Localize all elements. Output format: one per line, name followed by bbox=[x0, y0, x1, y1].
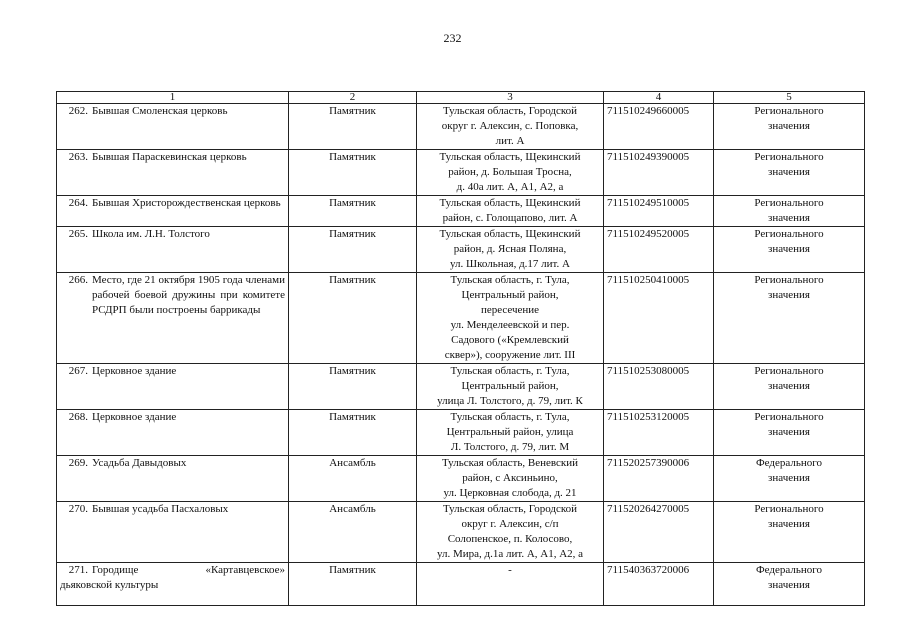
table-row bbox=[57, 364, 865, 410]
registry-code: 711510253080005 bbox=[604, 364, 714, 410]
object-type: Памятник bbox=[289, 364, 417, 410]
table-row bbox=[57, 150, 865, 196]
column-header: 2 bbox=[289, 92, 417, 104]
object-name-part: Городище bbox=[92, 564, 139, 576]
registry-code: 711520257390006 bbox=[604, 456, 714, 502]
object-name: Место, где 21 октября 1905 года членами рабочей боевой дружины при комитете РСДРП были построены баррикады bbox=[92, 274, 285, 316]
significance-category: Федерального значения bbox=[714, 563, 865, 606]
object-name-cell bbox=[57, 104, 289, 150]
registry-code: 711510249390005 bbox=[604, 150, 714, 196]
registry-code: 711510249660005 bbox=[604, 104, 714, 150]
row-number: 267. bbox=[68, 365, 88, 377]
object-address: Тульская область, г. Тула, Центральный район, улица Л. Толстого, д. 79, лит. М bbox=[417, 410, 604, 456]
object-type: Памятник bbox=[289, 273, 417, 364]
object-type: Памятник bbox=[289, 563, 417, 606]
object-name-part: «Картавцевское» bbox=[205, 564, 285, 576]
significance-category: Регионального значения bbox=[714, 104, 865, 150]
row-number: 265. bbox=[68, 228, 88, 240]
object-type: Памятник bbox=[289, 104, 417, 150]
row-number: 262. bbox=[68, 105, 88, 117]
object-name-cell bbox=[57, 227, 289, 273]
object-name: Бывшая усадьба Пасхаловых bbox=[92, 503, 229, 515]
object-type: Памятник bbox=[289, 196, 417, 227]
table-row bbox=[57, 227, 865, 273]
object-name-cell bbox=[57, 456, 289, 502]
object-name: Усадьба Давыдовых bbox=[92, 457, 187, 469]
table-row bbox=[57, 273, 865, 364]
heritage-registry-table bbox=[56, 91, 865, 606]
object-address: Тульская область, Щекинский район, д. Большая Тросна, д. 40а лит. А, А1, А2, а bbox=[417, 150, 604, 196]
object-type: Памятник bbox=[289, 150, 417, 196]
object-name-part: дьяковской культуры bbox=[60, 579, 159, 591]
registry-code: 711510249520005 bbox=[604, 227, 714, 273]
object-name: Церковное здание bbox=[92, 411, 177, 423]
page-number: 232 bbox=[443, 31, 462, 45]
object-name: Бывшая Христорождественская церковь bbox=[92, 197, 281, 209]
object-address: Тульская область, г. Тула, Центральный район, пересечение ул. Менделеевской и пер. Садового («Кремлевский сквер»), сооружение лит. III bbox=[417, 273, 604, 364]
object-name: Школа им. Л.Н. Толстого bbox=[92, 228, 210, 240]
object-type: Ансамбль bbox=[289, 456, 417, 502]
registry-code: 711540363720006 bbox=[604, 563, 714, 606]
object-address: Тульская область, г. Тула, Центральный район, улица Л. Толстого, д. 79, лит. К bbox=[417, 364, 604, 410]
object-address: - bbox=[417, 563, 604, 606]
object-address: Тульская область, Городской округ г. Алексин, с. Поповка, лит. А bbox=[417, 104, 604, 150]
column-header: 3 bbox=[417, 92, 604, 104]
table-row bbox=[57, 456, 865, 502]
row-number: 270. bbox=[68, 503, 88, 515]
significance-category: Регионального значения bbox=[714, 196, 865, 227]
table-row bbox=[57, 563, 865, 606]
table-row bbox=[57, 410, 865, 456]
table-row bbox=[57, 196, 865, 227]
table-row bbox=[57, 104, 865, 150]
column-header: 1 bbox=[57, 92, 289, 104]
object-name: Церковное здание bbox=[92, 365, 177, 377]
object-address: Тульская область, Щекинский район, с. Голощапово, лит. А bbox=[417, 196, 604, 227]
object-address: Тульская область, Щекинский район, д. Ясная Поляна, ул. Школьная, д.17 лит. А bbox=[417, 227, 604, 273]
significance-category: Регионального значения bbox=[714, 227, 865, 273]
object-name-cell bbox=[57, 364, 289, 410]
object-name-cell bbox=[57, 563, 289, 606]
significance-category: Федерального значения bbox=[714, 456, 865, 502]
row-number: 264. bbox=[68, 197, 88, 209]
registry-code: 711510253120005 bbox=[604, 410, 714, 456]
row-number: 266. bbox=[68, 274, 88, 286]
row-number: 269. bbox=[68, 457, 88, 469]
registry-code: 711510249510005 bbox=[604, 196, 714, 227]
significance-category: Регионального значения bbox=[714, 150, 865, 196]
row-number: 268. bbox=[68, 411, 88, 423]
object-name-cell bbox=[57, 196, 289, 227]
object-address: Тульская область, Городской округ г. Алексин, с/п Солопенское, п. Колосово, ул. Мира, д.1а лит. А, А1, А2, а bbox=[417, 502, 604, 563]
row-number: 271. bbox=[68, 564, 88, 576]
significance-category: Регионального значения bbox=[714, 502, 865, 563]
object-name-cell bbox=[57, 410, 289, 456]
significance-category: Регионального значения bbox=[714, 273, 865, 364]
table-header-row bbox=[57, 92, 865, 104]
registry-code: 711510250410005 bbox=[604, 273, 714, 364]
object-name-cell bbox=[57, 273, 289, 364]
object-name: Бывшая Смоленская церковь bbox=[92, 105, 228, 117]
object-name: Бывшая Параскевинская церковь bbox=[92, 151, 247, 163]
object-address: Тульская область, Веневский район, с Аксиньино, ул. Церковная слобода, д. 21 bbox=[417, 456, 604, 502]
column-header: 5 bbox=[714, 92, 865, 104]
registry-code: 711520264270005 bbox=[604, 502, 714, 563]
row-number: 263. bbox=[68, 151, 88, 163]
significance-category: Регионального значения bbox=[714, 410, 865, 456]
table-row bbox=[57, 502, 865, 563]
object-type: Памятник bbox=[289, 410, 417, 456]
object-name-cell bbox=[57, 150, 289, 196]
object-type: Памятник bbox=[289, 227, 417, 273]
column-header: 4 bbox=[604, 92, 714, 104]
object-type: Ансамбль bbox=[289, 502, 417, 563]
significance-category: Регионального значения bbox=[714, 364, 865, 410]
object-name-cell bbox=[57, 502, 289, 563]
